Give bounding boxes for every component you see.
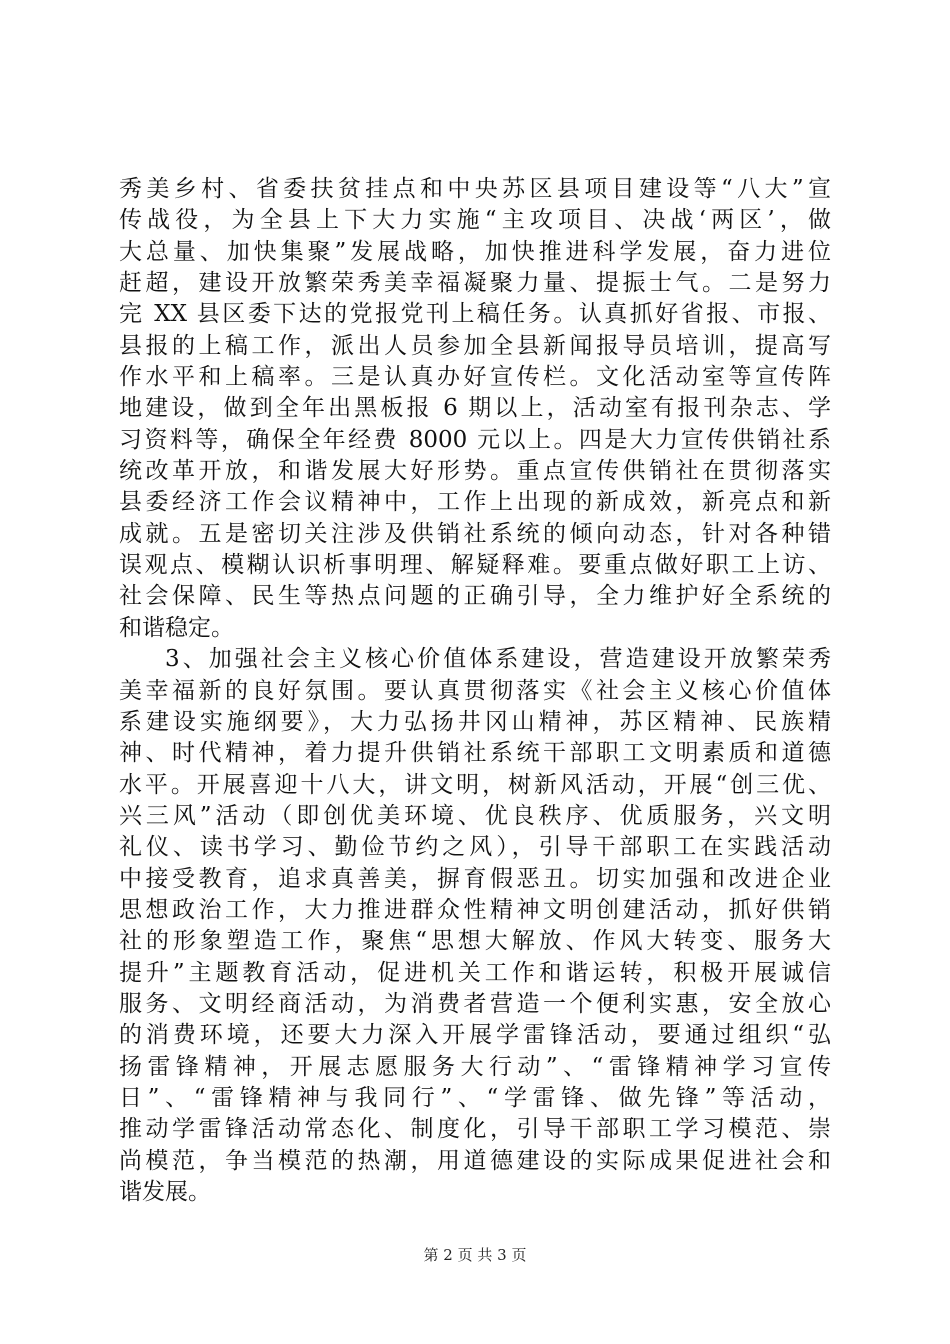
text-line: 传战役，为全县上下大力实施“主攻项目、决战‘两区’，做 <box>119 207 831 234</box>
text-line: 美幸福新的良好氛围。要认真贯彻落实《社会主义核心价值体 <box>119 677 831 704</box>
paragraph <box>119 174 831 644</box>
text-line: 中接受教育，追求真善美，摒育假恶丑。切实加强和改进企业 <box>119 865 831 892</box>
text-line: 水平。开展喜迎十八大，讲文明，树新风活动，开展“创三优、 <box>119 771 831 798</box>
text-line: 成就。五是密切关注涉及供销社系统的倾向动态，针对各种错 <box>119 520 831 547</box>
text-line: 系建设实施纲要》，大力弘扬井冈山精神，苏区精神、民族精 <box>119 708 831 735</box>
text-line: 礼仪、读书学习、勤俭节约之风），引导干部职工在实践活动 <box>119 834 831 861</box>
text-line: 的消费环境，还要大力深入开展学雷锋活动，要通过组织“弘 <box>119 1022 831 1049</box>
text-line: 秀美乡村、省委扶贫挂点和中央苏区县项目建设等“八大”宣 <box>119 176 831 202</box>
paragraph <box>119 644 831 1208</box>
text-line: 完 XX 县区委下达的党报党刊上稿任务。认真抓好省报、市报、 <box>119 301 831 328</box>
text-line: 误观点、模糊认识析事明理、解疑释难。要重点做好职工上访、 <box>119 552 831 579</box>
text-line: 作水平和上稿率。三是认真办好宣传栏。文化活动室等宣传阵 <box>119 364 831 391</box>
text-line: 神、时代精神，着力提升供销社系统干部职工文明素质和道德 <box>119 740 831 767</box>
text-line: 社会保障、民生等热点问题的正确引导，全力维护好全系统的 <box>119 583 831 610</box>
text-line: 提升”主题教育活动，促进机关工作和谐运转，积极开展诚信 <box>119 959 831 986</box>
text-line: 社的形象塑造工作，聚焦“思想大解放、作风大转变、服务大 <box>119 928 831 955</box>
text-line: 县委经济工作会议精神中，工作上出现的新成效，新亮点和新 <box>119 489 831 516</box>
text-line: 兴三风”活动（即创优美环境、优良秩序、优质服务，兴文明 <box>119 802 831 829</box>
page-footer: 第 2 页 共 3 页 <box>423 1246 527 1264</box>
text-line: 尚模范，争当模范的热潮，用道德建设的实际成果促进社会和 <box>119 1147 831 1174</box>
text-line: 习资料等，确保全年经费 8000 元以上。四是大力宣传供销社系 <box>119 426 831 453</box>
text-line: 县报的上稿工作，派出人员参加全县新闻报导员培训，提高写 <box>119 332 831 359</box>
text-line: 3、加强社会主义核心价值体系建设，营造建设开放繁荣秀 <box>165 646 831 673</box>
text-line: 推动学雷锋活动常态化、制度化，引导干部职工学习模范、崇 <box>119 1116 831 1143</box>
text-line: 扬雷锋精神，开展志愿服务大行动”、“雷锋精神学习宣传 <box>119 1053 831 1080</box>
text-line: 和谐稳定。 <box>119 614 234 641</box>
document-body <box>119 174 831 1208</box>
text-line: 服务、文明经商活动，为消费者营造一个便利实惠，安全放心 <box>119 990 831 1017</box>
text-line: 赶超，建设开放繁荣秀美幸福凝聚力量、提振士气。二是努力 <box>119 270 831 297</box>
text-line: 谐发展。 <box>119 1179 211 1205</box>
text-line: 地建设，做到全年出黑板报 6 期以上，活动室有报刊杂志、学 <box>119 395 831 422</box>
text-line: 日”、“雷锋精神与我同行”、“学雷锋、做先锋”等活动， <box>119 1084 831 1111</box>
text-line: 思想政治工作，大力推进群众性精神文明创建活动，抓好供销 <box>119 896 831 923</box>
text-line: 大总量、加快集聚”发展战略，加快推进科学发展，奋力进位 <box>119 238 831 265</box>
text-line: 统改革开放，和谐发展大好形势。重点宣传供销社在贯彻落实 <box>119 458 831 485</box>
